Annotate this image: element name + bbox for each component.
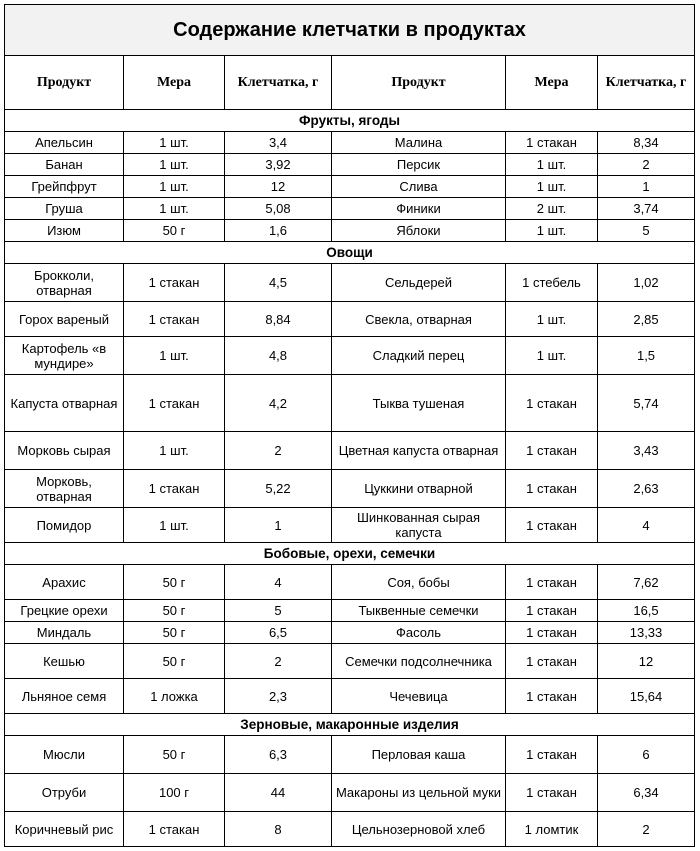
table-row	[5, 600, 695, 622]
cell-fiber-2: 2	[598, 812, 695, 847]
header-product-1: Продукт	[5, 56, 124, 110]
cell-product-1: Помидор	[5, 508, 124, 543]
cell-measure-2: 1 стакан	[506, 622, 598, 644]
cell-product-2: Персик	[332, 154, 506, 176]
cell-product-2: Соя, бобы	[332, 565, 506, 600]
table-row	[5, 132, 695, 154]
cell-measure-1: 1 стакан	[124, 470, 225, 508]
section-row	[5, 242, 695, 264]
cell-product-1: Капуста отварная	[5, 375, 124, 432]
cell-product-1: Мюсли	[5, 736, 124, 774]
cell-fiber-1: 4,2	[225, 375, 332, 432]
cell-product-2: Перловая каша	[332, 736, 506, 774]
cell-measure-1: 50 г	[124, 565, 225, 600]
cell-product-2: Слива	[332, 176, 506, 198]
cell-product-2: Тыква тушеная	[332, 375, 506, 432]
cell-measure-2: 1 стакан	[506, 774, 598, 812]
table-row	[5, 622, 695, 644]
table-row	[5, 198, 695, 220]
cell-measure-1: 1 шт.	[124, 176, 225, 198]
cell-product-1: Горох вареный	[5, 302, 124, 337]
table-row	[5, 644, 695, 679]
cell-product-1: Груша	[5, 198, 124, 220]
cell-fiber-2: 16,5	[598, 600, 695, 622]
cell-measure-2: 1 стебель	[506, 264, 598, 302]
cell-product-1: Грейпфрут	[5, 176, 124, 198]
cell-product-2: Тыквенные семечки	[332, 600, 506, 622]
cell-fiber-1: 1,6	[225, 220, 332, 242]
cell-fiber-1: 2,3	[225, 679, 332, 714]
cell-fiber-1: 4,5	[225, 264, 332, 302]
cell-measure-1: 1 шт.	[124, 154, 225, 176]
cell-fiber-2: 13,33	[598, 622, 695, 644]
cell-product-1: Брокколи, отварная	[5, 264, 124, 302]
table-row	[5, 375, 695, 432]
cell-product-2: Макароны из цельной муки	[332, 774, 506, 812]
cell-measure-1: 1 шт.	[124, 198, 225, 220]
table-row	[5, 432, 695, 470]
cell-product-2: Финики	[332, 198, 506, 220]
cell-measure-2: 1 шт.	[506, 176, 598, 198]
cell-fiber-1: 2	[225, 432, 332, 470]
cell-measure-2: 1 шт.	[506, 302, 598, 337]
cell-fiber-2: 1,02	[598, 264, 695, 302]
cell-measure-2: 1 стакан	[506, 600, 598, 622]
cell-product-1: Морковь, отварная	[5, 470, 124, 508]
table-row	[5, 736, 695, 774]
cell-measure-2: 1 шт.	[506, 154, 598, 176]
table-row	[5, 774, 695, 812]
cell-measure-1: 1 шт.	[124, 508, 225, 543]
cell-measure-1: 1 шт.	[124, 337, 225, 375]
header-product-2: Продукт	[332, 56, 506, 110]
cell-fiber-1: 5,08	[225, 198, 332, 220]
table-row	[5, 679, 695, 714]
fiber-table	[4, 4, 695, 847]
table-row	[5, 220, 695, 242]
cell-measure-1: 1 шт.	[124, 132, 225, 154]
cell-measure-1: 1 стакан	[124, 812, 225, 847]
section-row	[5, 543, 695, 565]
cell-fiber-2: 15,64	[598, 679, 695, 714]
cell-measure-1: 1 стакан	[124, 375, 225, 432]
cell-fiber-2: 5	[598, 220, 695, 242]
header-fiber-2: Клетчатка, г	[598, 56, 695, 110]
cell-product-1: Кешью	[5, 644, 124, 679]
table-row	[5, 337, 695, 375]
cell-fiber-2: 1,5	[598, 337, 695, 375]
cell-product-2: Цельнозерновой хлеб	[332, 812, 506, 847]
cell-fiber-2: 12	[598, 644, 695, 679]
cell-fiber-1: 8,84	[225, 302, 332, 337]
cell-measure-1: 50 г	[124, 622, 225, 644]
cell-fiber-1: 6,3	[225, 736, 332, 774]
cell-fiber-2: 6	[598, 736, 695, 774]
cell-fiber-1: 12	[225, 176, 332, 198]
cell-product-2: Цуккини отварной	[332, 470, 506, 508]
cell-fiber-2: 5,74	[598, 375, 695, 432]
cell-fiber-1: 3,92	[225, 154, 332, 176]
cell-fiber-2: 7,62	[598, 565, 695, 600]
cell-fiber-1: 4,8	[225, 337, 332, 375]
cell-measure-2: 1 стакан	[506, 565, 598, 600]
cell-measure-2: 1 стакан	[506, 679, 598, 714]
cell-fiber-2: 4	[598, 508, 695, 543]
cell-fiber-1: 8	[225, 812, 332, 847]
cell-product-2: Яблоки	[332, 220, 506, 242]
cell-fiber-1: 3,4	[225, 132, 332, 154]
header-measure-1: Мера	[124, 56, 225, 110]
cell-product-2: Семечки подсолнечника	[332, 644, 506, 679]
cell-fiber-2: 3,74	[598, 198, 695, 220]
section-title: Бобовые, орехи, семечки	[5, 543, 695, 565]
table-row	[5, 508, 695, 543]
header-measure-2: Мера	[506, 56, 598, 110]
cell-measure-1: 50 г	[124, 220, 225, 242]
cell-measure-2: 1 шт.	[506, 337, 598, 375]
cell-measure-2: 1 стакан	[506, 470, 598, 508]
cell-measure-2: 1 стакан	[506, 432, 598, 470]
cell-product-1: Банан	[5, 154, 124, 176]
cell-measure-1: 1 стакан	[124, 264, 225, 302]
cell-product-2: Сладкий перец	[332, 337, 506, 375]
cell-measure-2: 1 шт.	[506, 220, 598, 242]
table-row	[5, 154, 695, 176]
table-row	[5, 302, 695, 337]
cell-measure-2: 1 стакан	[506, 375, 598, 432]
cell-product-1: Морковь сырая	[5, 432, 124, 470]
cell-product-1: Льняное семя	[5, 679, 124, 714]
cell-fiber-1: 5	[225, 600, 332, 622]
cell-measure-2: 1 стакан	[506, 736, 598, 774]
table-row	[5, 565, 695, 600]
fiber-table-container	[4, 4, 694, 847]
cell-fiber-1: 4	[225, 565, 332, 600]
cell-fiber-2: 3,43	[598, 432, 695, 470]
cell-measure-1: 1 шт.	[124, 432, 225, 470]
cell-fiber-1: 1	[225, 508, 332, 543]
cell-fiber-2: 8,34	[598, 132, 695, 154]
cell-fiber-2: 1	[598, 176, 695, 198]
cell-measure-1: 1 стакан	[124, 302, 225, 337]
section-row	[5, 714, 695, 736]
table-row	[5, 470, 695, 508]
cell-product-2: Сельдерей	[332, 264, 506, 302]
cell-product-1: Миндаль	[5, 622, 124, 644]
cell-fiber-2: 6,34	[598, 774, 695, 812]
cell-measure-1: 50 г	[124, 600, 225, 622]
cell-product-1: Отруби	[5, 774, 124, 812]
cell-fiber-1: 5,22	[225, 470, 332, 508]
cell-product-1: Арахис	[5, 565, 124, 600]
cell-product-2: Свекла, отварная	[332, 302, 506, 337]
cell-measure-1: 50 г	[124, 644, 225, 679]
cell-measure-2: 1 стакан	[506, 644, 598, 679]
section-title: Зерновые, макаронные изделия	[5, 714, 695, 736]
cell-product-1: Изюм	[5, 220, 124, 242]
cell-measure-1: 50 г	[124, 736, 225, 774]
cell-measure-2: 1 стакан	[506, 132, 598, 154]
fiber-table-body	[5, 5, 695, 847]
section-title: Овощи	[5, 242, 695, 264]
section-row	[5, 110, 695, 132]
table-row	[5, 176, 695, 198]
cell-measure-2: 1 стакан	[506, 508, 598, 543]
table-row	[5, 812, 695, 847]
cell-fiber-2: 2	[598, 154, 695, 176]
cell-product-2: Малина	[332, 132, 506, 154]
header-row	[5, 56, 695, 110]
cell-product-1: Апельсин	[5, 132, 124, 154]
cell-fiber-2: 2,85	[598, 302, 695, 337]
section-title: Фрукты, ягоды	[5, 110, 695, 132]
table-row	[5, 264, 695, 302]
cell-fiber-1: 44	[225, 774, 332, 812]
cell-measure-2: 2 шт.	[506, 198, 598, 220]
cell-fiber-1: 2	[225, 644, 332, 679]
header-fiber-1: Клетчатка, г	[225, 56, 332, 110]
cell-product-2: Чечевица	[332, 679, 506, 714]
cell-product-2: Цветная капуста отварная	[332, 432, 506, 470]
cell-product-1: Грецкие орехи	[5, 600, 124, 622]
cell-measure-2: 1 ломтик	[506, 812, 598, 847]
cell-fiber-1: 6,5	[225, 622, 332, 644]
cell-product-2: Шинкованная сырая капуста	[332, 508, 506, 543]
page-title: Содержание клетчатки в продуктах	[5, 5, 695, 56]
cell-measure-1: 100 г	[124, 774, 225, 812]
cell-product-1: Коричневый рис	[5, 812, 124, 847]
cell-measure-1: 1 ложка	[124, 679, 225, 714]
cell-product-1: Картофель «в мундире»	[5, 337, 124, 375]
cell-fiber-2: 2,63	[598, 470, 695, 508]
cell-product-2: Фасоль	[332, 622, 506, 644]
